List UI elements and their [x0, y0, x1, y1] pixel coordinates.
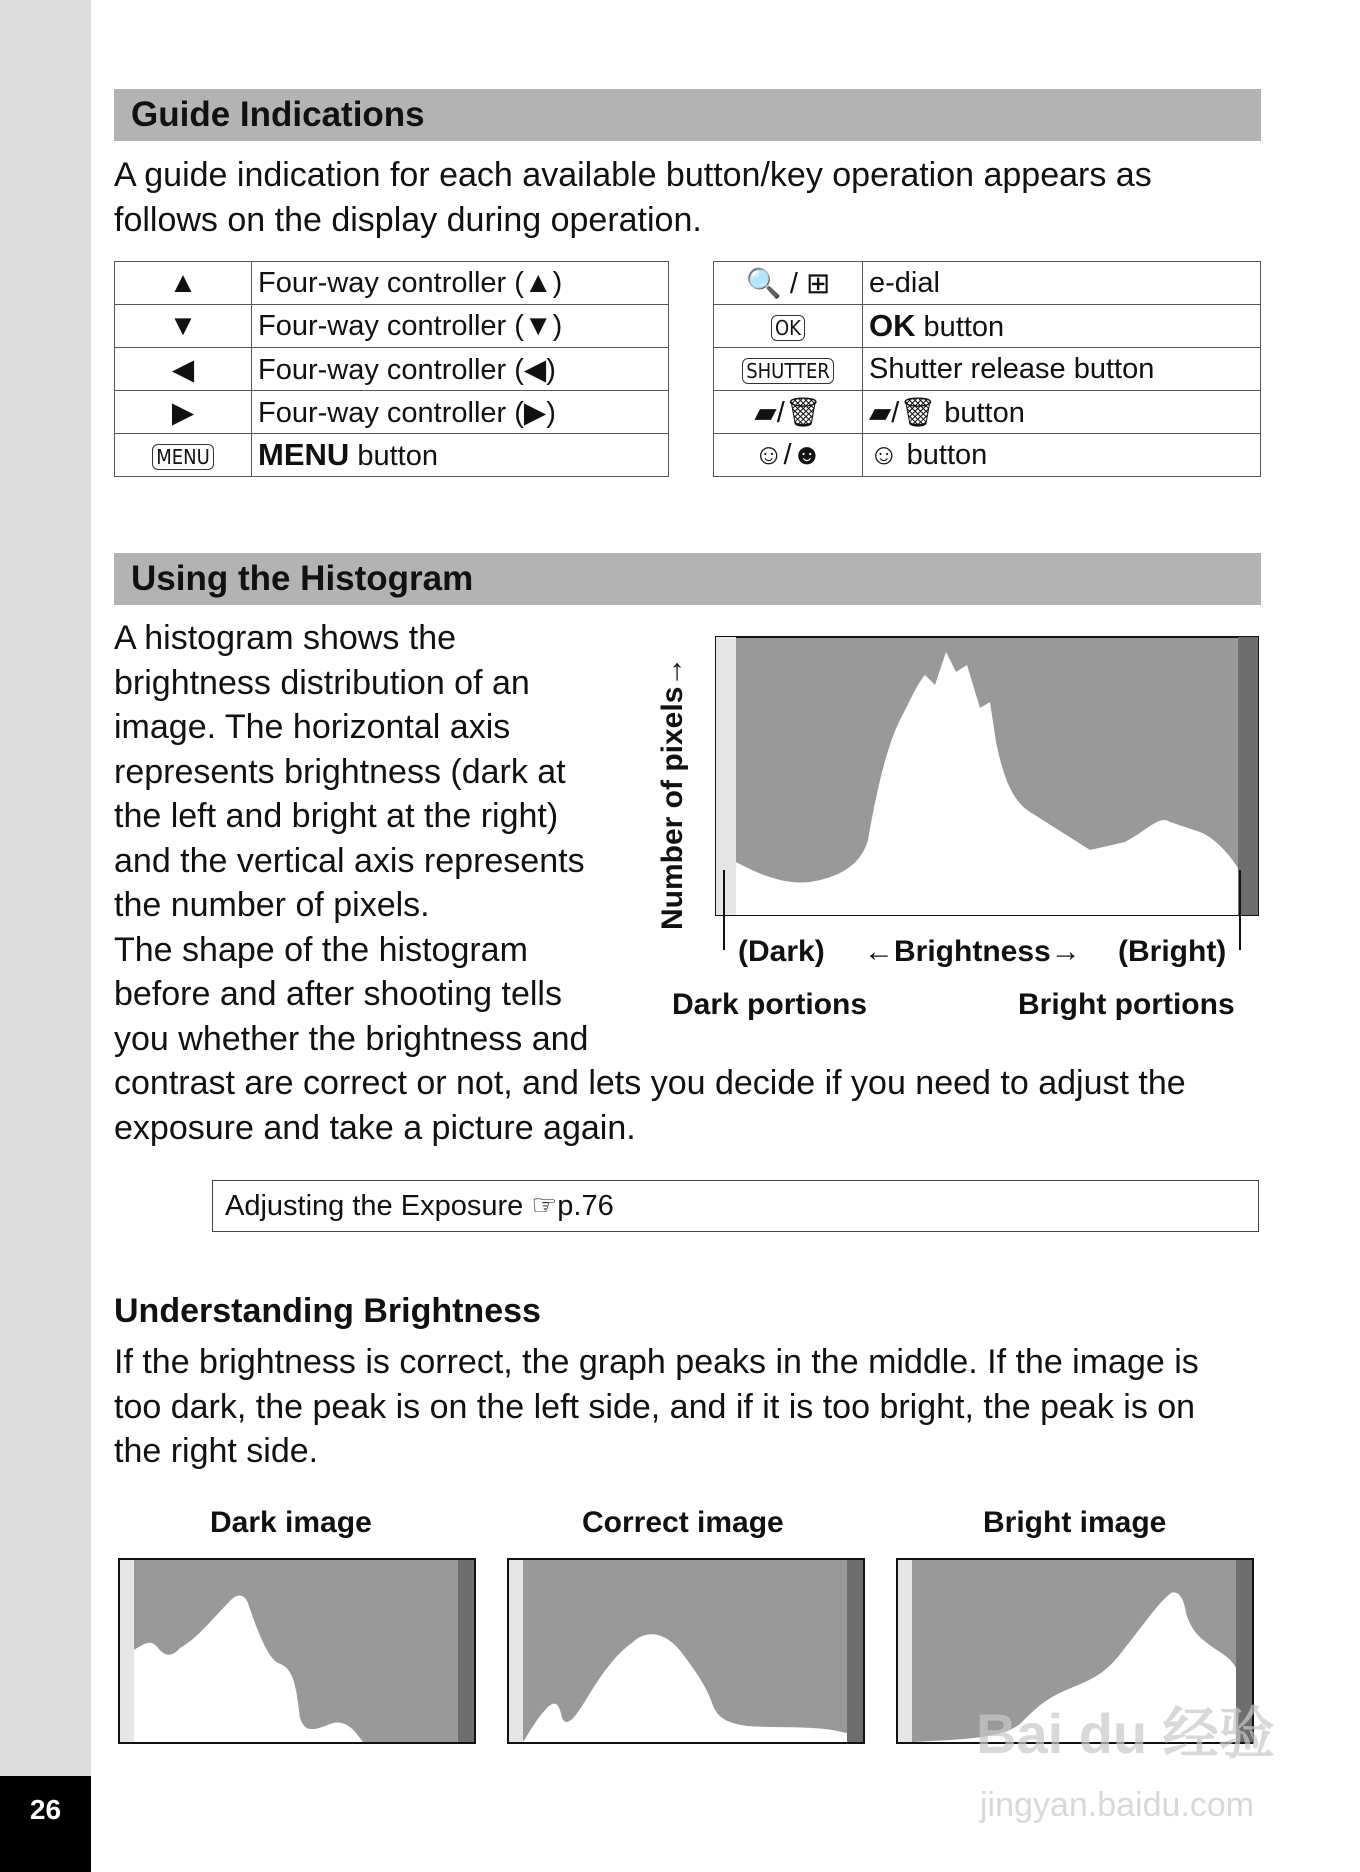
- brightness-paragraph: If the brightness is correct, the graph peaks in the middle. If the image is too dark, the peak is on the left side, and if it is too bright, the peak is on the right side.: [114, 1343, 1199, 1470]
- x-label-bright: (Bright): [1118, 935, 1227, 968]
- arrow-up-icon: ▲: [115, 262, 252, 305]
- guide-table-right: [713, 261, 1261, 477]
- caption-dark-image: Dark image: [210, 1506, 372, 1539]
- y-axis-label: Number of pixels→: [656, 656, 689, 930]
- page-sidebar: [0, 0, 91, 1872]
- table-row: [714, 391, 1261, 434]
- table-row: [714, 348, 1261, 391]
- page-number: 26: [0, 1776, 91, 1872]
- guide-desc: e-dial: [863, 262, 1261, 305]
- caption-bright-image: Bright image: [983, 1506, 1167, 1539]
- guide-desc: ▰/🗑 button: [863, 391, 1261, 434]
- zoom-grid-icon: 🔍 / ⊞: [714, 262, 863, 305]
- histogram-paragraph-cont: contrast are correct or not, and lets you decide if you need to adjust the exposure and take a picture again.: [114, 1064, 1186, 1147]
- dark-strip: [716, 637, 736, 915]
- x-label-dark: (Dark): [738, 935, 825, 968]
- table-row: [714, 262, 1261, 305]
- baidu-watermark: Bai du 经验: [976, 1702, 1275, 1765]
- table-row: [115, 262, 669, 305]
- guide-desc: Shutter release button: [863, 348, 1261, 391]
- guide-desc: Four-way controller (▲): [252, 262, 669, 305]
- correct-image-histogram: [507, 1558, 865, 1744]
- section-heading-histogram: Using the Histogram: [114, 553, 1261, 605]
- shutter-key-icon: SHUTTER: [714, 348, 863, 391]
- table-row: [115, 391, 669, 434]
- face-detect-icon: ☺/☻: [714, 434, 863, 477]
- histogram-diagram: [650, 630, 1270, 1030]
- x-label-brightness: ←Brightness→: [864, 935, 1081, 968]
- dark-portions-label: Dark portions: [672, 988, 868, 1021]
- guide-table-left: [114, 261, 669, 477]
- arrow-left-icon: ◀: [115, 348, 252, 391]
- histogram-paragraph: A histogram shows the brightness distribution of an image. The horizontal axis represents brightness (dark at the left and bright at the right) and the vertical axis represents the number of pixels. The shape of the histogram before and after shooting tells you whether the brightness and: [114, 619, 589, 1058]
- table-row: [115, 305, 669, 348]
- table-row: [115, 348, 669, 391]
- table-row: [115, 434, 669, 477]
- guide-desc: Four-way controller (▼): [252, 305, 669, 348]
- table-row: [714, 434, 1261, 477]
- guide-intro: A guide indication for each available button/key operation appears as follows on the display during operation.: [114, 156, 1152, 239]
- playback-trash-icon: ▰/🗑: [714, 391, 863, 434]
- baidu-watermark-url: jingyan.baidu.com: [980, 1786, 1255, 1824]
- dark-image-histogram: [118, 1558, 476, 1744]
- caption-correct-image: Correct image: [582, 1506, 784, 1539]
- reference-link[interactable]: Adjusting the Exposure ☞p.76: [212, 1180, 1259, 1232]
- menu-key-icon: MENU: [115, 434, 252, 477]
- section-heading-guide: Guide Indications: [114, 89, 1261, 141]
- ok-key-icon: OK: [714, 305, 863, 348]
- guide-desc: Four-way controller (▶): [252, 391, 669, 434]
- arrow-down-icon: ▼: [115, 305, 252, 348]
- guide-desc: MENU button: [252, 434, 669, 477]
- guide-desc: ☺ button: [863, 434, 1261, 477]
- bright-portions-label: Bright portions: [1018, 988, 1235, 1021]
- arrow-right-icon: ▶: [115, 391, 252, 434]
- guide-desc: Four-way controller (◀): [252, 348, 669, 391]
- guide-desc: OK button: [863, 305, 1261, 348]
- table-row: [714, 305, 1261, 348]
- subheading-brightness: Understanding Brightness: [114, 1292, 541, 1330]
